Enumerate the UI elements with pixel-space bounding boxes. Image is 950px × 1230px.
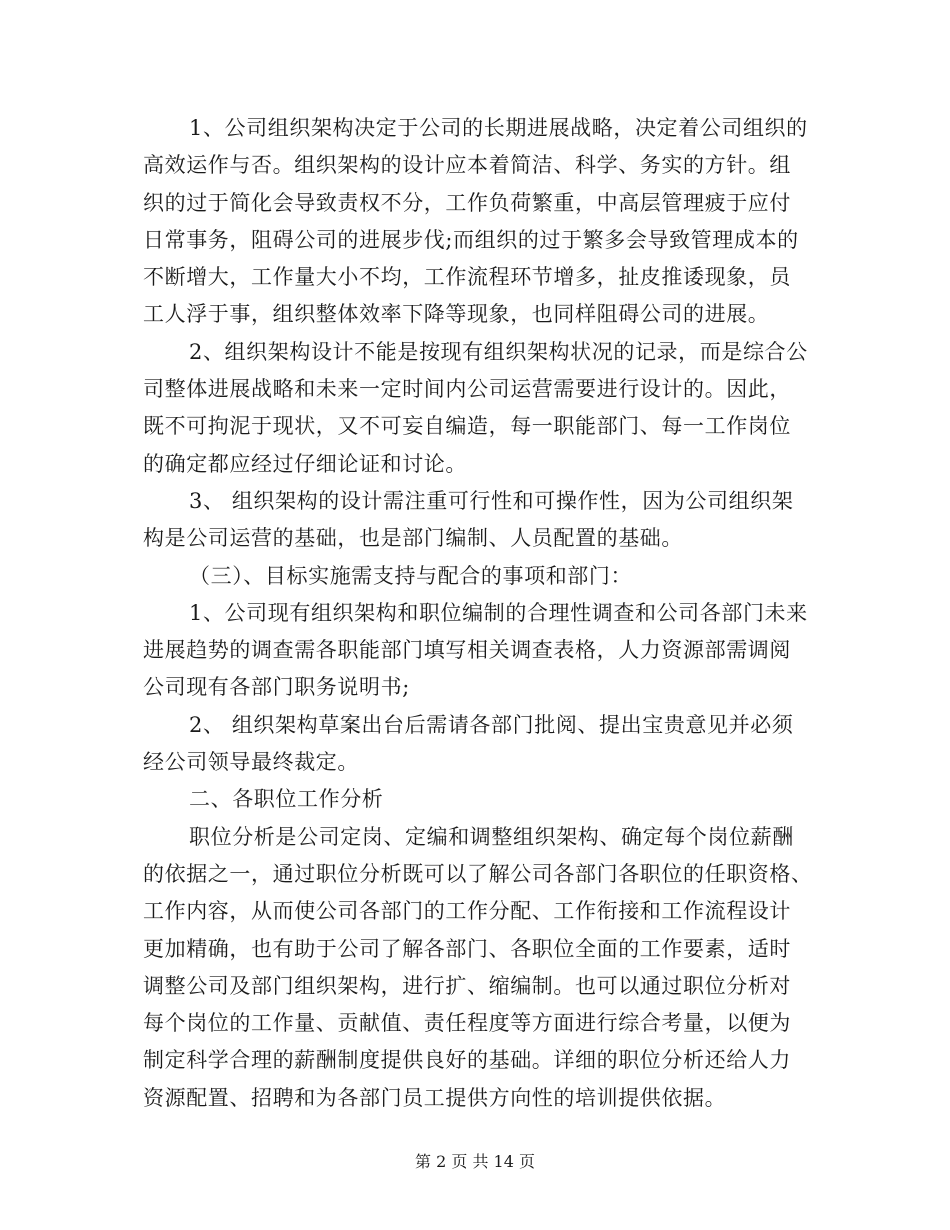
paragraph-line: 高效运作与否。组织架构的设计应本着简洁、科学、务实的方针。组 bbox=[143, 153, 791, 178]
paragraph-line: 的依据之一，通过职位分析既可以了解公司各部门各职位的任职资格、 bbox=[143, 861, 813, 886]
page-number-footer: 第 2 页 共 14 页 bbox=[415, 1152, 535, 1171]
paragraph-line: 经公司领导最终裁定。 bbox=[143, 750, 359, 775]
paragraph-line: 每个岗位的工作量、贡献值、责任程度等方面进行综合考量，以便为 bbox=[143, 1011, 791, 1036]
paragraph-line: 织的过于简化会导致责权不分，工作负荷繁重，中高层管理疲于应付 bbox=[143, 190, 791, 215]
paragraph-line: 调整公司及部门组织架构，进行扩、缩编制。也可以通过职位分析对 bbox=[143, 973, 791, 998]
paragraph-line: 更加精确，也有助于公司了解各部门、各职位全面的工作要素，适时 bbox=[143, 936, 791, 961]
document-body bbox=[143, 110, 815, 1117]
paragraph-line: 不断增大，工作量大小不均，工作流程环节增多，扯皮推诿现象，员 bbox=[143, 265, 791, 290]
paragraph-line: 工作内容，从而使公司各部门的工作分配、工作衔接和工作流程设计 bbox=[143, 899, 791, 924]
paragraph-line: 既不可拘泥于现状，又不可妄自编造，每一职能部门、每一工作岗位 bbox=[143, 414, 791, 439]
paragraph-line: 2、组织架构设计不能是按现有组织架构状况的记录，而是综合公 bbox=[189, 339, 808, 364]
paragraph-line: 1、公司现有组织架构和职位编制的合理性调查和公司各部门未来 bbox=[189, 600, 808, 625]
paragraph-line: 进展趋势的调查需各职能部门填写相关调查表格，人力资源部需调阅 bbox=[143, 638, 791, 663]
paragraph-line: 资源配置、招聘和为各部门员工提供方向性的培训提供依据。 bbox=[143, 1085, 727, 1110]
paragraph-line: 司整体进展战略和未来一定时间内公司运营需要进行设计的。因此， bbox=[143, 377, 791, 402]
paragraph-line: 1、公司组织架构决定于公司的长期进展战略，决定着公司组织的 bbox=[189, 116, 808, 140]
paragraph-line: 制定科学合理的薪酬制度提供良好的基础。详细的职位分析还给人力 bbox=[143, 1048, 791, 1073]
paragraph-line: 2、 组织架构草案出台后需请各部门批阅、提出宝贵意见并必须 bbox=[189, 712, 794, 737]
paragraph-line: 构是公司运营的基础，也是部门编制、人员配置的基础。 bbox=[143, 526, 683, 551]
paragraph-line: 公司现有各部门职务说明书; bbox=[143, 675, 410, 700]
section-heading: （三）、目标实施需支持与配合的事项和部门： bbox=[189, 563, 633, 588]
paragraph-line: 的确定都应经过仔细论证和讨论。 bbox=[143, 451, 467, 476]
section-heading: 二、各职位工作分析 bbox=[189, 787, 384, 812]
paragraph-line: 职位分析是公司定岗、定编和调整组织架构、确定每个岗位薪酬 bbox=[189, 824, 794, 849]
paragraph-line: 3、 组织架构的设计需注重可行性和可操作性，因为公司组织架 bbox=[189, 488, 794, 513]
paragraph-line: 日常事务，阻碍公司的进展步伐;而组织的过于繁多会导致管理成本的 bbox=[143, 227, 799, 252]
paragraph-line: 工人浮于事，组织整体效率下降等现象，也同样阻碍公司的进展。 bbox=[143, 302, 770, 327]
